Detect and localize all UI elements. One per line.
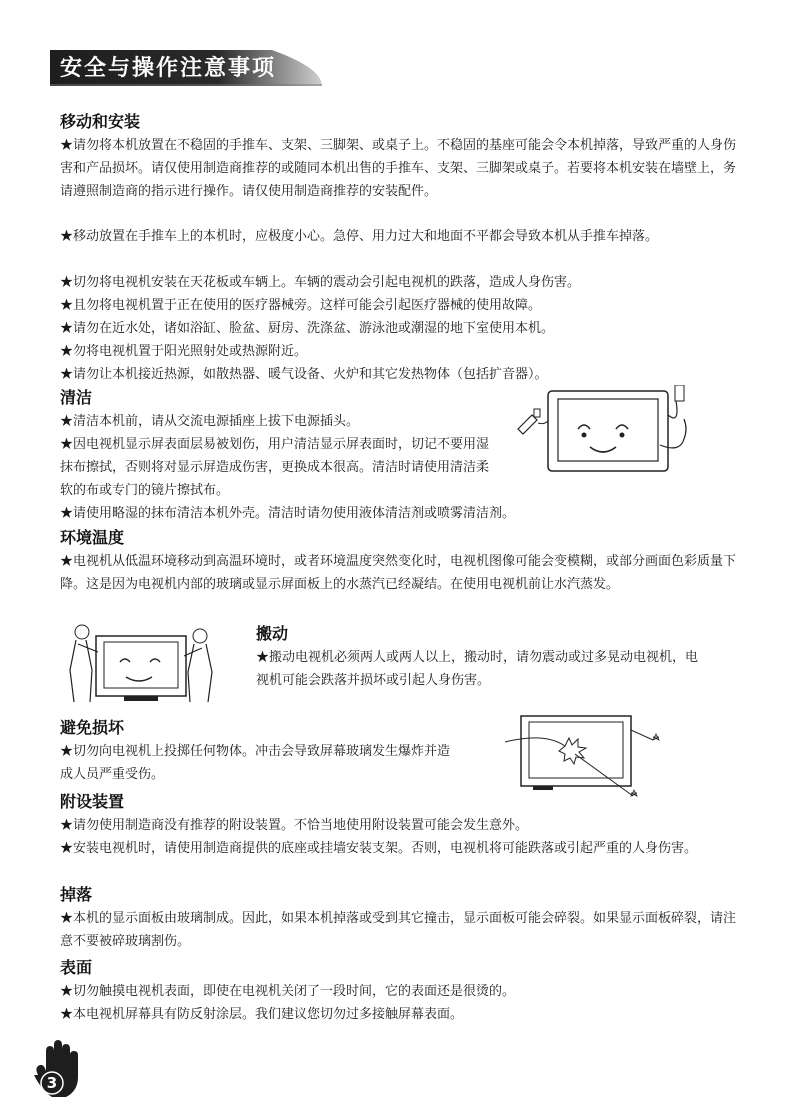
move-item-7: ★请勿让本机接近热源，如散热器、暖气设备、火炉和其它发热物体（包括扩音器）。 bbox=[60, 367, 548, 382]
surface-item-1: ★切勿触摸电视机表面，即使在电视机关闭了一段时间，它的表面还是很烫的。 bbox=[60, 984, 516, 999]
fall-item-1: ★本机的显示面板由玻璃制成。因此，如果本机掉落或受到其它撞击，显示面板可能会碎裂。如果显示面板碎裂，请注意不要被碎玻璃割伤。 bbox=[60, 911, 737, 949]
section-title-damage: 避免损坏 bbox=[60, 718, 125, 737]
section-title-carry: 搬动 bbox=[256, 624, 289, 643]
temp-item-1: ★电视机从低温环境移动到高温环境时，或者环境温度突然变化时，电视机图像可能会变模糊，或部分画面色彩质量下降。这是因为电视机内部的玻璃或显示屏面板上的水蒸汽已经凝结。在使用电视机前让水汽蒸发。 bbox=[60, 554, 737, 592]
move-item-3: ★切勿将电视机安装在天花板或车辆上。车辆的震动会引起电视机的跌落，造成人身伤害。 bbox=[60, 275, 581, 290]
move-item-2: ★移动放置在手推车上的本机时，应极度小心。急停、用力过大和地面不平都会导致本机从手推车掉落。 bbox=[60, 229, 659, 244]
move-item-1: ★请勿将本机放置在不稳固的手推车、支架、三脚架、或桌子上。不稳固的基座可能会令本机掉落，导致严重的人身伤害和产品损坏。请仅使用制造商推荐的或随同本机出售的手推车、支架、三脚架或桌子。若要将本机安装在墙壁上，务请遵照制造商的指示进行操作。请仅使用制造商推荐的安装配件。 bbox=[60, 138, 737, 199]
carry-item-1: ★搬动电视机必须两人或两人以上，搬动时，请勿震动或过多晃动电视机，电视机可能会跌落并损坏或引起人身伤害。 bbox=[256, 650, 699, 688]
move-item-6: ★勿将电视机置于阳光照射处或热源附近。 bbox=[60, 344, 308, 359]
clean-item-1: ★清洁本机前，请从交流电源插座上拔下电源插头。 bbox=[60, 414, 360, 429]
section-title-fall: 掉落 bbox=[60, 885, 93, 904]
surface-item-2: ★本电视机屏幕具有防反射涂层。我们建议您切勿过多接触屏幕表面。 bbox=[60, 1007, 464, 1022]
damage-item-1: ★切勿向电视机上投掷任何物体。冲击会导致屏幕玻璃发生爆炸并造成人员严重受伤。 bbox=[60, 744, 451, 782]
clean-item-2: ★因电视机显示屏表面层易被划伤，用户清洁显示屏表面时，切记不要用湿抹布擦拭，否则将对显示屏造成伤害，更换成本很高。清洁时请使用清洁柔软的布或专门的镜片擦拭布。 bbox=[60, 437, 490, 498]
clean-item-3: ★请使用略湿的抹布清洁本机外壳。清洁时请勿使用液体清洁剂或喷雾清洁剂。 bbox=[60, 506, 516, 521]
section-title-move: 移动和安装 bbox=[60, 112, 141, 131]
move-item-4: ★且勿将电视机置于正在使用的医疗器械旁。这样可能会引起医疗器械的使用故障。 bbox=[60, 298, 542, 313]
acc-item-1: ★请勿使用制造商没有推荐的附设装置。不恰当地使用附设装置可能会发生意外。 bbox=[60, 818, 529, 833]
tv-carrying-illustration bbox=[66, 622, 216, 704]
tv-cleaning-illustration bbox=[510, 385, 700, 477]
tv-impact-illustration bbox=[505, 710, 665, 808]
section-title-surface: 表面 bbox=[60, 958, 93, 977]
page-number: 3 bbox=[46, 1074, 58, 1092]
move-item-5: ★请勿在近水处，诸如浴缸、脸盆、厨房、洗涤盆、游泳池或潮湿的地下室使用本机。 bbox=[60, 321, 555, 336]
section-title-temp: 环境温度 bbox=[60, 528, 125, 547]
section-title-clean: 清洁 bbox=[60, 388, 93, 407]
hand-icon bbox=[30, 1035, 90, 1105]
acc-item-2: ★安装电视机时，请使用制造商提供的底座或挂墙安装支架。否则，电视机将可能跌落或引起严重的人身伤害。 bbox=[60, 841, 698, 856]
page-title: 安全与操作注意事项 bbox=[60, 56, 277, 81]
section-title-acc: 附设装置 bbox=[60, 792, 125, 811]
